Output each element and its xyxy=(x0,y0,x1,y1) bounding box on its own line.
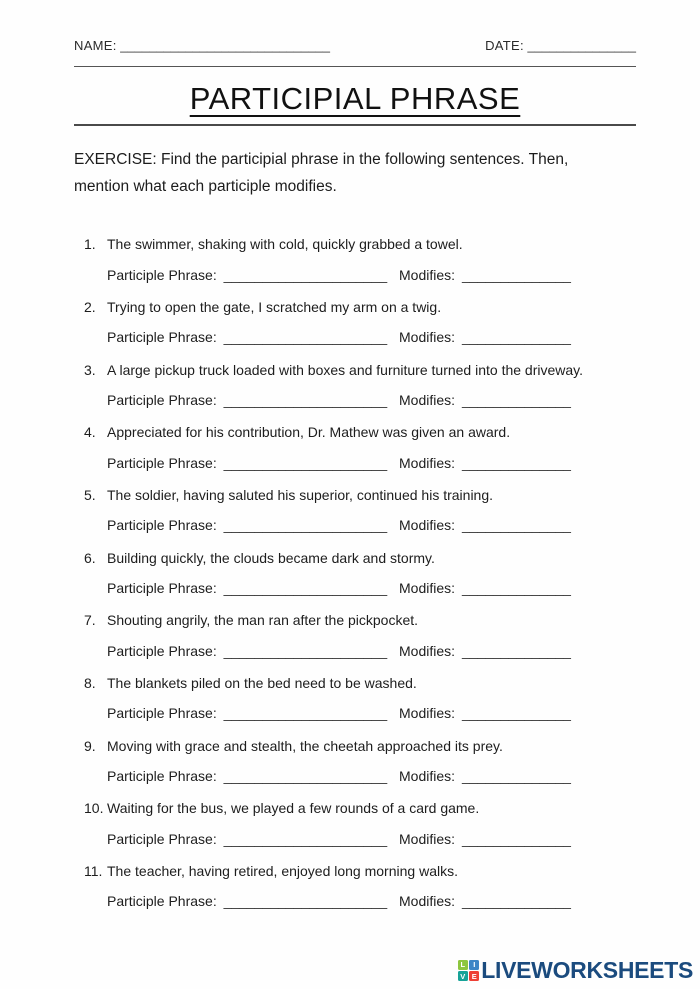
answer-row xyxy=(107,392,636,409)
name-field xyxy=(74,38,330,53)
modifies-blank[interactable]: ______________ xyxy=(461,517,571,534)
sentence-row xyxy=(84,863,636,880)
sentence-row xyxy=(84,362,636,379)
modifies-label: Modifies: xyxy=(399,329,456,346)
sentence-row xyxy=(84,675,636,692)
exercise-item xyxy=(84,800,636,848)
item-sentence: A large pickup truck loaded with boxes and furniture turned into the driveway. xyxy=(107,361,584,378)
date-label: DATE: xyxy=(485,38,524,53)
item-number: 7. xyxy=(84,612,96,629)
participle-phrase-label: Participle Phrase: xyxy=(107,768,217,785)
item-sentence: The soldier, having saluted his superior, continued his training. xyxy=(107,486,494,503)
participle-phrase-label: Participle Phrase: xyxy=(107,329,217,346)
modifies-blank[interactable]: ______________ xyxy=(461,768,571,785)
modifies-label: Modifies: xyxy=(399,893,456,910)
exercise-item xyxy=(84,612,636,660)
date-field xyxy=(485,38,636,53)
sentence-row xyxy=(84,236,636,253)
item-number: 5. xyxy=(84,486,96,503)
item-number: 3. xyxy=(84,361,96,378)
exercise-instructions: EXERCISE: Find the participial phrase in the following sentences. Then, mention what each participle modifies. xyxy=(74,151,569,196)
exercise-item xyxy=(84,424,636,472)
liveworksheets-wordmark: LIVEWORKSHEETS xyxy=(481,957,693,983)
answer-row xyxy=(107,580,636,597)
participle-phrase-blank[interactable]: _____________________ xyxy=(223,266,388,283)
exercise-list xyxy=(84,236,636,910)
date-blank[interactable]: _______________ xyxy=(527,38,636,53)
sentence-row xyxy=(84,424,636,441)
name-blank[interactable]: _____________________________ xyxy=(120,38,330,53)
participle-phrase-label: Participle Phrase: xyxy=(107,580,217,597)
item-number: 9. xyxy=(84,737,96,754)
item-sentence: Moving with grace and stealth, the cheetah approached its prey. xyxy=(107,737,503,754)
answer-row xyxy=(107,705,636,722)
modifies-blank[interactable]: ______________ xyxy=(461,580,571,597)
modifies-blank[interactable]: ______________ xyxy=(461,642,571,659)
sentence-row xyxy=(84,299,636,316)
participle-phrase-label: Participle Phrase: xyxy=(107,454,217,471)
answer-row xyxy=(107,329,636,346)
participle-phrase-label: Participle Phrase: xyxy=(107,517,217,534)
name-date-row xyxy=(74,38,636,53)
item-sentence: The teacher, having retired, enjoyed long morning walks. xyxy=(107,862,458,879)
liveworksheets-grid-icon xyxy=(458,960,480,982)
item-number: 4. xyxy=(84,424,96,441)
participle-phrase-blank[interactable]: _____________________ xyxy=(223,580,388,597)
logo-square-i: I xyxy=(469,960,479,970)
participle-phrase-label: Participle Phrase: xyxy=(107,392,217,409)
modifies-label: Modifies: xyxy=(399,392,456,409)
participle-phrase-blank[interactable]: _____________________ xyxy=(223,705,388,722)
page-title: PARTICIPIAL PHRASE xyxy=(189,81,521,116)
sentence-row xyxy=(84,612,636,629)
exercise-item xyxy=(84,487,636,535)
participle-phrase-blank[interactable]: _____________________ xyxy=(223,830,388,847)
exercise-item xyxy=(84,675,636,723)
answer-row xyxy=(107,893,636,910)
answer-row xyxy=(107,455,636,472)
exercise-item xyxy=(84,236,636,284)
name-label: NAME: xyxy=(74,38,117,53)
item-sentence: The blankets piled on the bed need to be washed. xyxy=(107,674,417,691)
participle-phrase-blank[interactable]: _____________________ xyxy=(223,768,388,785)
item-sentence: Waiting for the bus, we played a few rounds of a card game. xyxy=(107,800,480,817)
item-number: 6. xyxy=(84,549,96,566)
participle-phrase-blank[interactable]: _____________________ xyxy=(223,642,388,659)
footer xyxy=(458,957,693,984)
logo-square-l: L xyxy=(458,960,468,970)
participle-phrase-blank[interactable]: _____________________ xyxy=(223,392,388,409)
modifies-label: Modifies: xyxy=(399,642,456,659)
participle-phrase-label: Participle Phrase: xyxy=(107,830,217,847)
participle-phrase-label: Participle Phrase: xyxy=(107,705,217,722)
item-sentence: Shouting angrily, the man ran after the pickpocket. xyxy=(107,612,419,629)
participle-phrase-blank[interactable]: _____________________ xyxy=(223,329,388,346)
modifies-blank[interactable]: ______________ xyxy=(461,705,571,722)
exercise-item xyxy=(84,299,636,347)
participle-phrase-blank[interactable]: _____________________ xyxy=(223,517,388,534)
sentence-row xyxy=(84,550,636,567)
item-sentence: Appreciated for his contribution, Dr. Mathew was given an award. xyxy=(107,424,511,441)
item-sentence: Trying to open the gate, I scratched my arm on a twig. xyxy=(107,298,442,315)
modifies-label: Modifies: xyxy=(399,705,456,722)
modifies-blank[interactable]: ______________ xyxy=(461,830,571,847)
modifies-blank[interactable]: ______________ xyxy=(461,392,571,409)
sentence-row xyxy=(84,487,636,504)
item-number: 8. xyxy=(84,674,96,691)
sentence-row xyxy=(84,738,636,755)
answer-row xyxy=(107,643,636,660)
item-number: 2. xyxy=(84,298,96,315)
sentence-row xyxy=(84,800,636,817)
logo-square-v: V xyxy=(458,971,468,981)
answer-row xyxy=(107,267,636,284)
modifies-label: Modifies: xyxy=(399,580,456,597)
exercise-item xyxy=(84,738,636,786)
item-number: 11. xyxy=(84,862,103,879)
participle-phrase-label: Participle Phrase: xyxy=(107,266,217,283)
logo-square-e: E xyxy=(469,971,479,981)
modifies-blank[interactable]: ______________ xyxy=(461,454,571,471)
modifies-label: Modifies: xyxy=(399,768,456,785)
exercise-item xyxy=(84,550,636,598)
title-divider xyxy=(74,124,636,126)
answer-row xyxy=(107,517,636,534)
exercise-item xyxy=(84,863,636,911)
item-number: 10. xyxy=(84,800,104,817)
liveworksheets-logo[interactable] xyxy=(458,957,693,984)
item-sentence: Building quickly, the clouds became dark and stormy. xyxy=(107,549,435,566)
header-divider xyxy=(74,66,636,67)
modifies-label: Modifies: xyxy=(399,454,456,471)
answer-row xyxy=(107,768,636,785)
modifies-blank[interactable]: ______________ xyxy=(461,893,571,910)
modifies-label: Modifies: xyxy=(399,266,456,283)
participle-phrase-label: Participle Phrase: xyxy=(107,893,217,910)
modifies-label: Modifies: xyxy=(399,517,456,534)
exercise-item xyxy=(84,362,636,410)
item-number: 1. xyxy=(84,236,96,253)
item-sentence: The swimmer, shaking with cold, quickly grabbed a towel. xyxy=(107,236,463,253)
modifies-label: Modifies: xyxy=(399,830,456,847)
modifies-blank[interactable]: ______________ xyxy=(461,266,571,283)
participle-phrase-blank[interactable]: _____________________ xyxy=(223,454,388,471)
participle-phrase-label: Participle Phrase: xyxy=(107,642,217,659)
participle-phrase-blank[interactable]: _____________________ xyxy=(223,893,388,910)
answer-row xyxy=(107,831,636,848)
modifies-blank[interactable]: ______________ xyxy=(461,329,571,346)
